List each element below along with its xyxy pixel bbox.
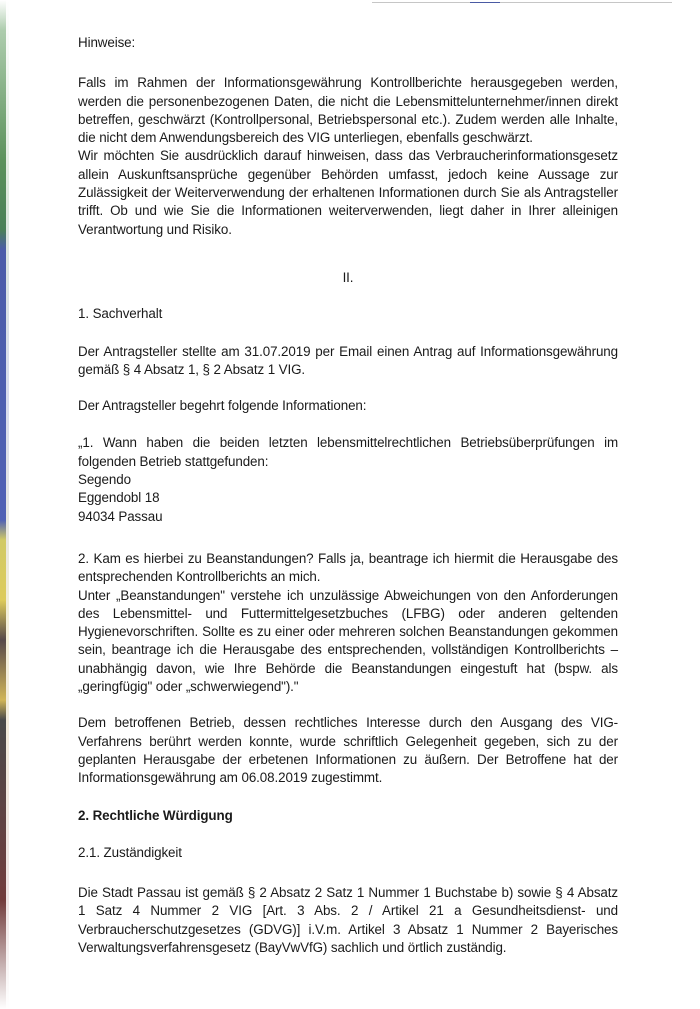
notes-paragraph-1: Falls im Rahmen der Informationsgewährung Kontrollberichte herausgegeben werden, werden die personenbezogenen Daten, die nicht die Lebensmittelunternehmer/innen direkt betreffen, geschwärzt (Kontrollpersonal, Betriebspersonal etc.). Zudem werden alle Inhalte, die nicht dem Anwendungsbereich des VIG unterliegen, ebenfalls geschwärzt.: [78, 75, 618, 146]
facts-application: Der Antragsteller stellte am 31.07.2019 per Email einen Antrag auf Informationsgewährung gemäß § 4 Absatz 1, § 2 Absatz 1 VIG.: [78, 343, 618, 377]
business-city: 94034 Passau: [78, 508, 163, 524]
facts-question-1: „1. Wann haben die beiden letzten lebensmittelrechtlichen Betriebsüberprüfungen im folgenden Betrieb stattgefunden:: [78, 435, 618, 469]
document-page: [78, 34, 618, 957]
scan-top-line: [372, 2, 672, 3]
facts-question-2-detail: Unter „Beanstandungen" verstehe ich unzulässige Abweichungen von den Anforderungen des Lebensmittel- und Futtermittelgesetzbuches (LFBG) oder anderen geltenden Hygienevorschriften. Sollte es zu einer oder mehreren solchen Beanstandungen gekommen sein, beantrage ich die Herausgabe des entsprechenden, vollständigen Kontrollberichts – unabhängig davon, wie Ihre Behörde die Beanstandungen eingestuft hat (bspw. als „geringfügig" oder „schwerwiegend").": [78, 587, 618, 695]
facts-heading: 1. Sachverhalt: [78, 306, 163, 322]
business-name: Segendo: [78, 472, 131, 488]
section-number: II.: [342, 269, 354, 285]
facts-consent: Dem betroffenen Betrieb, dessen rechtliches Interesse durch den Ausgang des VIG-Verfahrens berührt werden konnte, wurde schriftlich Gelegenheit gegeben, sich zu der geplanten Herausgabe der erbetenen Informationen zu äußern. Der Betroffene hat der Informationsgewährung am 06.08.2019 zugestimmt.: [78, 715, 618, 786]
legal-heading: 2. Rechtliche Würdigung: [78, 807, 233, 823]
scan-edge-shadow: [6, 0, 9, 1009]
legal-competence: Die Stadt Passau ist gemäß § 2 Absatz 2 Satz 1 Nummer 1 Buchstabe b) sowie § 4 Absatz 1 Satz 4 Nummer 2 VIG [Art. 3 Abs. 2 / Artikel 21 a Gesundheitsdienst- und Verbraucherschutzgesetzes (GDVG)] i.V.m. Artikel 3 Absatz 1 Nummer 2 Bayerisches Verwaltungsverfahrensgesetz (BayVwVfG) sachlich und örtlich zuständig.: [78, 885, 618, 955]
facts-question-2: 2. Kam es hierbei zu Beanstandungen? Falls ja, beantrage ich hiermit die Herausgabe des entsprechenden Kontrollberichts an mich.: [78, 550, 618, 585]
facts-requested-intro: Der Antragsteller begehrt folgende Informationen:: [78, 398, 367, 414]
scan-top-mark: [470, 2, 500, 3]
notes-paragraph-2: Wir möchten Sie ausdrücklich darauf hinweisen, dass das Verbraucherinformationsgesetz allein Auskunftsansprüche gegenüber Behörden umfasst, jedoch keine Aussage zur Zulässigkeit der Weiterverwendung der erhaltenen Informationen durch Sie als Antragsteller trifft. Ob und wie Sie die Informationen weiterverwenden, liegt daher in Ihrer alleinigen Verantwortung und Risiko.: [78, 148, 618, 237]
business-street: Eggendobl 18: [78, 490, 160, 506]
notes-heading: Hinweise:: [78, 35, 136, 50]
legal-sub-heading: 2.1. Zuständigkeit: [78, 844, 182, 860]
